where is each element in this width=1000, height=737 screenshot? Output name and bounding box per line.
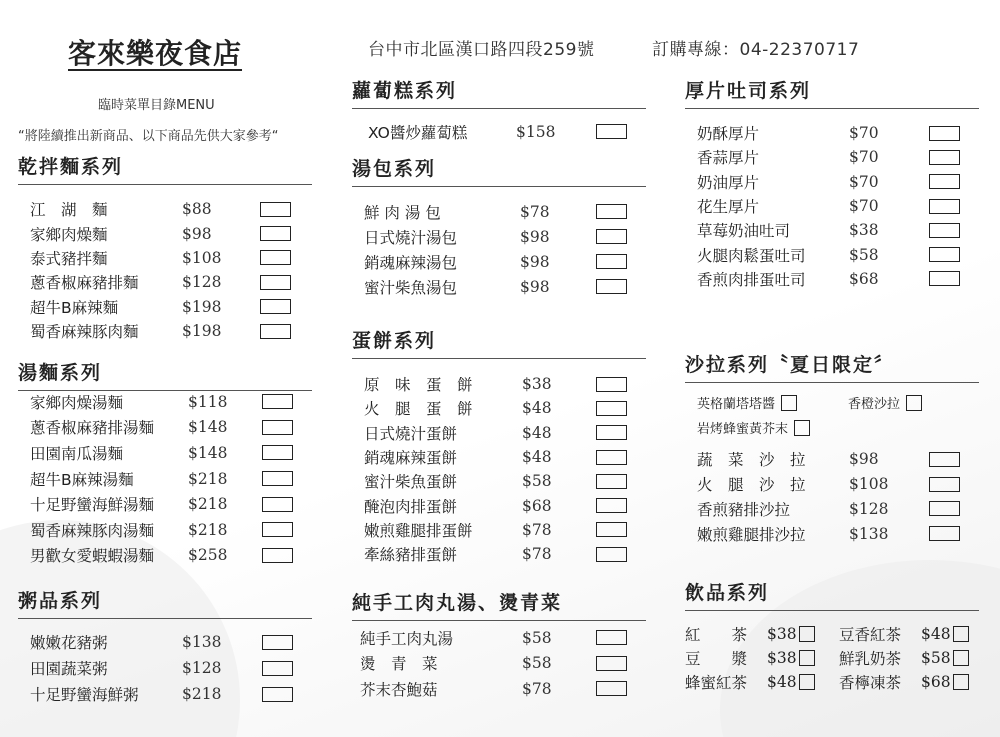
item-price: $78: [522, 520, 552, 539]
drink-item: [839, 647, 969, 669]
item-name: 蜀香麻辣豚肉麵: [30, 323, 139, 342]
menu-item: [30, 221, 291, 245]
order-checkbox[interactable]: [953, 674, 969, 690]
menu-item: [30, 319, 291, 343]
menu-item: [30, 681, 293, 707]
drink-price: $48: [767, 673, 797, 691]
item-price: $128: [182, 273, 222, 292]
section-title-soup-noodles: 湯麵系列: [18, 358, 312, 391]
menu-item: [364, 274, 627, 299]
item-name: 江 湖 麵: [30, 201, 108, 220]
item-name: 香煎豬排沙拉: [697, 500, 791, 519]
menu-item: [364, 542, 627, 566]
checkbox[interactable]: [781, 395, 797, 411]
item-name: 銷魂麻辣湯包: [364, 253, 458, 272]
order-checkbox[interactable]: [262, 522, 293, 537]
order-checkbox[interactable]: [596, 425, 627, 440]
order-checkbox[interactable]: [260, 299, 291, 314]
order-checkbox[interactable]: [929, 452, 960, 467]
item-name: 日式燒汁蛋餅: [364, 424, 458, 443]
item-name: 燙 青 菜: [360, 655, 438, 674]
section-title-dry-noodles: 乾拌麵系列: [18, 152, 312, 185]
meatball-soup-list: [360, 625, 627, 702]
order-checkbox[interactable]: [262, 687, 293, 702]
menu-item: [697, 145, 960, 169]
order-checkbox[interactable]: [953, 626, 969, 642]
section-title-egg-pancake: 蛋餅系列: [352, 326, 646, 359]
item-price: $118: [188, 392, 228, 411]
item-price: $78: [522, 679, 552, 698]
item-price: $108: [182, 248, 222, 267]
item-name: 香煎肉排蛋吐司: [697, 270, 806, 289]
item-price: $138: [849, 524, 889, 543]
menu-item: [364, 421, 627, 445]
order-checkbox[interactable]: [260, 275, 291, 290]
soup-noodles-list: [30, 389, 293, 568]
menu-item: [30, 389, 293, 415]
drink-name: 豆 漿: [685, 650, 748, 668]
drink-item: [685, 647, 815, 669]
order-checkbox[interactable]: [929, 247, 960, 262]
drink-price: $68: [921, 673, 951, 691]
order-checkbox[interactable]: [262, 548, 293, 563]
drink-price: $48: [921, 625, 951, 643]
item-name: 田園南瓜湯麵: [30, 444, 124, 463]
item-name: 嫩煎雞腿排蛋餅: [364, 521, 473, 540]
item-price: $70: [849, 124, 879, 143]
item-name: 醃泡肉排蛋餅: [364, 497, 458, 516]
menu-item: [30, 491, 293, 517]
drink-name: 蜂蜜紅茶: [685, 674, 748, 692]
item-name: 家鄉肉燥麵: [30, 225, 108, 244]
item-price: $218: [182, 685, 222, 703]
item-name: 嫩煎雞腿排沙拉: [697, 525, 806, 544]
order-checkbox[interactable]: [260, 202, 291, 217]
item-name: 奶酥厚片: [697, 125, 760, 144]
item-name: 香蒜厚片: [697, 149, 760, 168]
order-checkbox[interactable]: [262, 635, 293, 650]
item-name: 火腿肉鬆蛋吐司: [697, 246, 806, 265]
item-name: 十足野蠻海鮮湯麵: [30, 496, 155, 515]
item-name: 蔥香椒麻豬排麵: [30, 274, 139, 293]
menu-item: [30, 246, 291, 270]
item-name: 蜜汁柴魚湯包: [364, 278, 458, 297]
item-name: XO醬炒蘿蔔糕: [368, 123, 468, 142]
store-address: 台中市北區漢口路四段259號: [368, 40, 595, 60]
menu-item: [697, 521, 960, 546]
item-name: 銷魂麻辣蛋餅: [364, 449, 458, 468]
menu-item: [364, 469, 627, 493]
item-name: 純手工肉丸湯: [360, 629, 454, 648]
item-price: $218: [188, 469, 228, 488]
dressing-name: 香橙沙拉: [848, 397, 901, 412]
store-name: 客來樂夜食店: [68, 37, 243, 70]
order-checkbox[interactable]: [262, 394, 293, 409]
order-checkbox[interactable]: [929, 174, 960, 189]
order-checkbox[interactable]: [262, 420, 293, 435]
item-price: $48: [522, 448, 552, 467]
soup-dumplings-list: [364, 199, 627, 299]
dressing-option-honey-mustard[interactable]: [697, 418, 810, 437]
order-checkbox[interactable]: [596, 254, 627, 269]
menu-item: [30, 517, 293, 543]
order-checkbox[interactable]: [260, 324, 291, 339]
order-checkbox[interactable]: [262, 471, 293, 486]
menu-item: [364, 372, 627, 396]
item-name: 原 味 蛋 餅: [364, 376, 473, 395]
order-checkbox[interactable]: [799, 674, 815, 690]
menu-item: [697, 497, 960, 522]
order-checkbox[interactable]: [596, 204, 627, 219]
menu-subtitle: 臨時菜單目錄MENU: [98, 98, 215, 113]
dressing-name: 岩烤蜂蜜黃芥末: [697, 422, 789, 437]
item-name: 超牛B麻辣湯麵: [30, 470, 134, 489]
order-checkbox[interactable]: [596, 498, 627, 513]
item-price: $198: [182, 297, 222, 316]
menu-item: [30, 466, 293, 492]
menu-item: [697, 218, 960, 242]
item-name: 火 腿 蛋 餅: [364, 400, 473, 419]
menu-item: [368, 119, 627, 144]
menu-item: [360, 625, 627, 651]
drink-price: $58: [921, 649, 951, 667]
item-price: $88: [182, 200, 212, 219]
item-price: $128: [182, 659, 222, 677]
item-name: 蜀香麻辣豚肉湯麵: [30, 521, 155, 540]
menu-item: [30, 543, 293, 569]
order-checkbox[interactable]: [262, 661, 293, 676]
order-checkbox[interactable]: [596, 377, 627, 392]
menu-item: [697, 472, 960, 497]
item-name: 牽絲豬排蛋餅: [364, 546, 458, 565]
item-name: 蔥香椒麻豬排湯麵: [30, 419, 155, 438]
dressing-option-tartar[interactable]: [697, 393, 797, 412]
drink-name: 鮮乳奶茶: [839, 650, 902, 668]
item-price: $98: [182, 224, 212, 243]
order-checkbox[interactable]: [953, 650, 969, 666]
menu-item: [697, 447, 960, 472]
order-phone: 訂購專線：04-22370717: [652, 40, 860, 60]
drink-price: $38: [767, 625, 797, 643]
toast-list: [697, 121, 960, 291]
order-checkbox[interactable]: [596, 656, 627, 671]
item-price: $148: [188, 443, 228, 462]
item-price: $38: [522, 375, 552, 394]
salad-list: [697, 447, 960, 546]
order-checkbox[interactable]: [929, 526, 960, 541]
item-name: 花生厚片: [697, 198, 760, 217]
order-checkbox[interactable]: [596, 547, 627, 562]
item-price: $78: [522, 545, 552, 564]
item-price: $70: [849, 172, 879, 191]
order-checkbox[interactable]: [262, 497, 293, 512]
item-price: $98: [520, 277, 550, 296]
menu-item: [360, 676, 627, 702]
section-title-drinks: 飲品系列: [685, 578, 979, 611]
item-name: 十足野蠻海鮮粥: [30, 686, 139, 704]
order-checkbox[interactable]: [596, 229, 627, 244]
section-title-toast: 厚片吐司系列: [685, 76, 979, 109]
order-checkbox[interactable]: [260, 226, 291, 241]
menu-item: [697, 121, 960, 145]
item-price: $198: [182, 322, 222, 341]
item-name: 家鄉肉燥湯麵: [30, 393, 124, 412]
drink-name: 香檸凍茶: [839, 674, 902, 692]
item-name: 奶油厚片: [697, 173, 760, 192]
dressing-option-orange[interactable]: [848, 393, 922, 412]
menu-item: [30, 629, 293, 655]
item-price: $48: [522, 399, 552, 418]
order-checkbox[interactable]: [596, 522, 627, 537]
checkbox[interactable]: [794, 420, 810, 436]
menu-item: [30, 197, 291, 221]
item-price: $48: [522, 423, 552, 442]
order-checkbox[interactable]: [596, 450, 627, 465]
item-price: $218: [188, 495, 228, 514]
item-name: 鮮 肉 湯 包: [364, 203, 441, 222]
section-title-radish-cake: 蘿蔔糕系列: [352, 76, 646, 109]
order-checkbox[interactable]: [260, 250, 291, 265]
item-price: $138: [182, 633, 222, 651]
menu-item: [30, 415, 293, 441]
item-price: $58: [522, 628, 552, 647]
order-checkbox[interactable]: [596, 681, 627, 696]
item-name: 超牛B麻辣麵: [30, 298, 119, 317]
order-checkbox[interactable]: [262, 445, 293, 460]
order-checkbox[interactable]: [799, 626, 815, 642]
drink-price: $38: [767, 649, 797, 667]
item-name: 日式燒汁湯包: [364, 228, 458, 247]
section-title-congee: 粥品系列: [18, 586, 312, 619]
menu-item: [697, 242, 960, 266]
item-price: $258: [188, 546, 228, 565]
item-name: 泰式豬拌麵: [30, 249, 108, 268]
menu-item: [697, 267, 960, 291]
order-checkbox[interactable]: [929, 223, 960, 238]
order-checkbox[interactable]: [596, 630, 627, 645]
item-name: 蔬 菜 沙 拉: [697, 451, 806, 470]
item-price: $98: [520, 252, 550, 271]
order-checkbox[interactable]: [596, 474, 627, 489]
section-title-meatball-soup: 純手工肉丸湯、燙青菜: [352, 588, 646, 621]
item-name: 火 腿 沙 拉: [697, 476, 806, 495]
item-price: $158: [516, 122, 556, 141]
order-checkbox[interactable]: [929, 150, 960, 165]
order-checkbox[interactable]: [596, 124, 627, 139]
item-price: $108: [849, 475, 889, 494]
menu-item: [697, 194, 960, 218]
order-checkbox[interactable]: [596, 401, 627, 416]
order-checkbox[interactable]: [929, 271, 960, 286]
menu-item: [697, 170, 960, 194]
menu-item: [364, 445, 627, 469]
item-price: $78: [520, 202, 550, 221]
item-price: $70: [849, 148, 879, 167]
item-price: $68: [522, 496, 552, 515]
order-checkbox[interactable]: [799, 650, 815, 666]
order-checkbox[interactable]: [596, 279, 627, 294]
drink-name: 紅 茶: [685, 626, 748, 644]
item-price: $70: [849, 197, 879, 216]
drink-item: [685, 671, 815, 693]
order-checkbox[interactable]: [929, 501, 960, 516]
menu-item: [364, 493, 627, 517]
item-name: 嫩嫩花豬粥: [30, 634, 108, 652]
menu-item: [364, 396, 627, 420]
item-name: 蜜汁柴魚蛋餅: [364, 473, 458, 492]
item-price: $148: [188, 418, 228, 437]
radish-cake-list: [368, 119, 627, 144]
item-price: $58: [849, 245, 879, 264]
menu-item: [30, 440, 293, 466]
item-price: $68: [849, 269, 879, 288]
item-name: 草莓奶油吐司: [697, 222, 791, 241]
drink-item: [685, 623, 815, 645]
checkbox[interactable]: [906, 395, 922, 411]
menu-item: [364, 224, 627, 249]
menu-item: [364, 518, 627, 542]
menu-item: [30, 655, 293, 681]
item-price: $38: [849, 221, 879, 240]
section-title-salad: 沙拉系列〝夏日限定〞: [685, 350, 979, 383]
item-name: 田園蔬菜粥: [30, 660, 108, 678]
menu-item: [360, 651, 627, 677]
order-checkbox[interactable]: [929, 126, 960, 141]
item-name: 芥末杏鮑菇: [360, 680, 438, 699]
dressing-name: 英格蘭塔塔醬: [697, 397, 776, 412]
section-title-soup-dumplings: 湯包系列: [352, 154, 646, 187]
menu-item: [30, 295, 291, 319]
item-price: $98: [520, 227, 550, 246]
menu-item: [364, 249, 627, 274]
menu-item: [364, 199, 627, 224]
order-checkbox[interactable]: [929, 477, 960, 492]
order-checkbox[interactable]: [929, 199, 960, 214]
drink-name: 豆香紅茶: [839, 626, 902, 644]
item-name: 男歡女愛蝦蝦湯麵: [30, 547, 155, 566]
menu-item: [30, 270, 291, 294]
drink-item: [839, 671, 969, 693]
egg-pancake-list: [364, 372, 627, 566]
dry-noodles-list: [30, 197, 291, 343]
item-price: $98: [849, 450, 879, 469]
congee-list: [30, 629, 293, 707]
item-price: $58: [522, 654, 552, 673]
notice-text: “將陸續推出新商品、以下商品先供大家參考“: [18, 129, 279, 144]
item-price: $218: [188, 520, 228, 539]
item-price: $58: [522, 472, 552, 491]
drink-item: [839, 623, 969, 645]
item-price: $128: [849, 499, 889, 518]
